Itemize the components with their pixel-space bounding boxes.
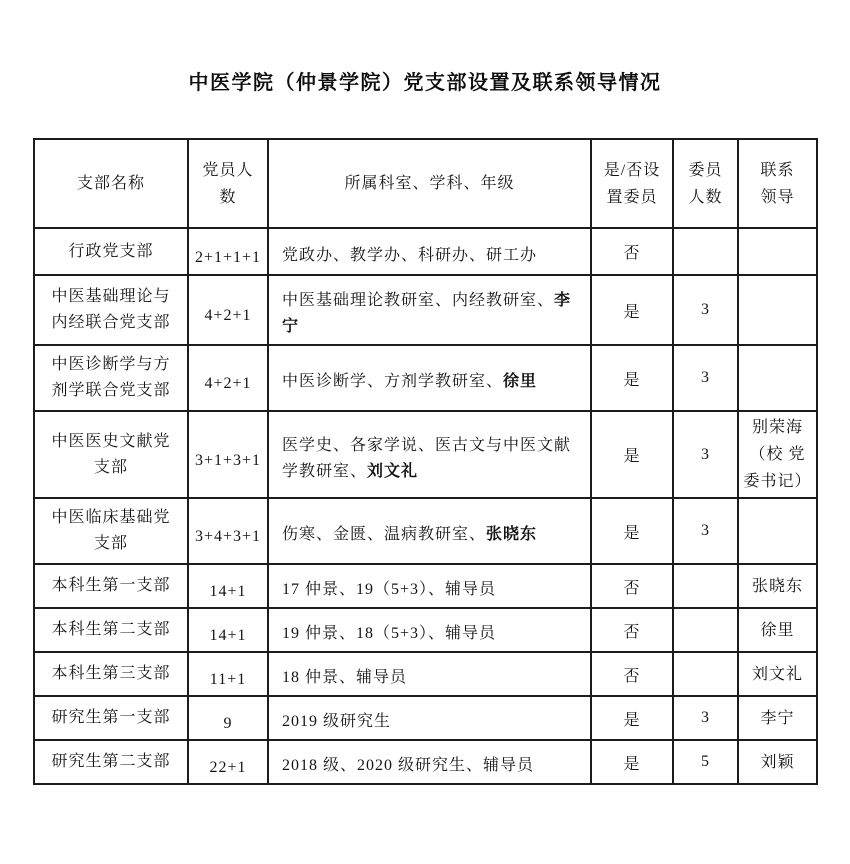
department-text: 伤寒、金匮、温病教研室、 bbox=[282, 526, 487, 543]
cell-departments bbox=[268, 228, 591, 275]
table-row bbox=[34, 345, 817, 411]
cell-departments bbox=[268, 608, 591, 652]
cell-member-count: 2+1+1+1 bbox=[188, 228, 268, 275]
table-row bbox=[34, 564, 817, 608]
cell-committee-set: 否 bbox=[591, 608, 673, 652]
cell-committee-count: 3 bbox=[673, 498, 738, 564]
cell-committee-set: 否 bbox=[591, 228, 673, 275]
department-text: 医学史、各家学说、医古文与中医文献学教研室、 bbox=[282, 436, 572, 480]
cell-branch-name: 中医医史文献党 支部 bbox=[34, 411, 188, 498]
table-row bbox=[34, 696, 817, 740]
cell-committee-set: 是 bbox=[591, 740, 673, 784]
branch-secretary-name: 徐里 bbox=[503, 373, 538, 390]
page-title: 中医学院（仲景学院）党支部设置及联系领导情况 bbox=[188, 72, 662, 94]
header-departments: 所属科室、学科、年级 bbox=[268, 139, 591, 228]
cell-member-count: 9 bbox=[188, 696, 268, 740]
header-member-count: 党员人 数 bbox=[188, 139, 268, 228]
cell-committee-set: 是 bbox=[591, 275, 673, 345]
cell-committee-count: 3 bbox=[673, 345, 738, 411]
table-row bbox=[34, 411, 817, 498]
cell-contact-leader bbox=[738, 345, 817, 411]
cell-departments bbox=[268, 564, 591, 608]
cell-committee-count: 5 bbox=[673, 740, 738, 784]
cell-branch-name: 本科生第三支部 bbox=[34, 652, 188, 696]
cell-departments bbox=[268, 652, 591, 696]
cell-contact-leader: 刘颖 bbox=[738, 740, 817, 784]
cell-departments bbox=[268, 498, 591, 564]
cell-committee-set: 是 bbox=[591, 498, 673, 564]
cell-member-count: 22+1 bbox=[188, 740, 268, 784]
department-text: 19 仲景、18（5+3）、辅导员 bbox=[282, 625, 497, 642]
cell-member-count: 4+2+1 bbox=[188, 275, 268, 345]
cell-contact-leader: 刘文礼 bbox=[738, 652, 817, 696]
cell-departments bbox=[268, 275, 591, 345]
header-contact-leader: 联系 领导 bbox=[738, 139, 817, 228]
table-row bbox=[34, 275, 817, 345]
branch-secretary-name: 张晓东 bbox=[486, 526, 538, 543]
cell-committee-count bbox=[673, 608, 738, 652]
header-committee-set: 是/否设 置委员 bbox=[591, 139, 673, 228]
department-text: 中医基础理论教研室、内经教研室、 bbox=[282, 292, 555, 309]
branch-secretary-name: 刘文礼 bbox=[367, 462, 419, 480]
cell-committee-count: 3 bbox=[673, 696, 738, 740]
cell-committee-set: 是 bbox=[591, 345, 673, 411]
department-text: 党政办、教学办、科研办、研工办 bbox=[282, 246, 538, 264]
cell-committee-count bbox=[673, 652, 738, 696]
cell-committee-count: 3 bbox=[673, 275, 738, 345]
cell-member-count: 11+1 bbox=[188, 652, 268, 696]
department-text: 2018 级、2020 级研究生、辅导员 bbox=[282, 757, 535, 774]
cell-committee-count bbox=[673, 228, 738, 275]
department-text: 17 仲景、19（5+3）、辅导员 bbox=[282, 581, 497, 598]
department-text: 2019 级研究生 bbox=[282, 713, 392, 730]
cell-member-count: 3+4+3+1 bbox=[188, 498, 268, 564]
table-row bbox=[34, 740, 817, 784]
cell-contact-leader: 别荣海 （校 党 委书记） bbox=[738, 411, 817, 498]
cell-contact-leader: 张晓东 bbox=[738, 564, 817, 608]
branch-table bbox=[33, 138, 818, 785]
cell-committee-count bbox=[673, 564, 738, 608]
cell-member-count: 14+1 bbox=[188, 608, 268, 652]
table-row bbox=[34, 652, 817, 696]
table-row bbox=[34, 228, 817, 275]
cell-committee-set: 否 bbox=[591, 652, 673, 696]
cell-contact-leader bbox=[738, 228, 817, 275]
table-row bbox=[34, 498, 817, 564]
header-branch-name: 支部名称 bbox=[34, 139, 188, 228]
cell-branch-name: 中医诊断学与方 剂学联合党支部 bbox=[34, 345, 188, 411]
table-header-row bbox=[34, 139, 817, 228]
table-row bbox=[34, 608, 817, 652]
cell-contact-leader: 李宁 bbox=[738, 696, 817, 740]
department-text: 18 仲景、辅导员 bbox=[282, 669, 408, 686]
branch-secretary-name: 李宁 bbox=[282, 292, 572, 335]
cell-contact-leader bbox=[738, 275, 817, 345]
header-committee-count: 委员 人数 bbox=[673, 139, 738, 228]
cell-departments bbox=[268, 740, 591, 784]
cell-contact-leader: 徐里 bbox=[738, 608, 817, 652]
cell-branch-name: 中医临床基础党 支部 bbox=[34, 498, 188, 564]
cell-branch-name: 行政党支部 bbox=[34, 228, 188, 275]
cell-departments bbox=[268, 411, 591, 498]
cell-committee-set: 否 bbox=[591, 564, 673, 608]
cell-contact-leader bbox=[738, 498, 817, 564]
cell-branch-name: 中医基础理论与 内经联合党支部 bbox=[34, 275, 188, 345]
cell-branch-name: 研究生第一支部 bbox=[34, 696, 188, 740]
cell-committee-set: 是 bbox=[591, 696, 673, 740]
department-text: 中医诊断学、方剂学教研室、 bbox=[282, 373, 504, 390]
cell-branch-name: 本科生第一支部 bbox=[34, 564, 188, 608]
cell-member-count: 3+1+3+1 bbox=[188, 411, 268, 498]
cell-member-count: 14+1 bbox=[188, 564, 268, 608]
cell-branch-name: 研究生第二支部 bbox=[34, 740, 188, 784]
cell-departments bbox=[268, 345, 591, 411]
cell-branch-name: 本科生第二支部 bbox=[34, 608, 188, 652]
cell-committee-count: 3 bbox=[673, 411, 738, 498]
cell-departments bbox=[268, 696, 591, 740]
cell-member-count: 4+2+1 bbox=[188, 345, 268, 411]
cell-committee-set: 是 bbox=[591, 411, 673, 498]
